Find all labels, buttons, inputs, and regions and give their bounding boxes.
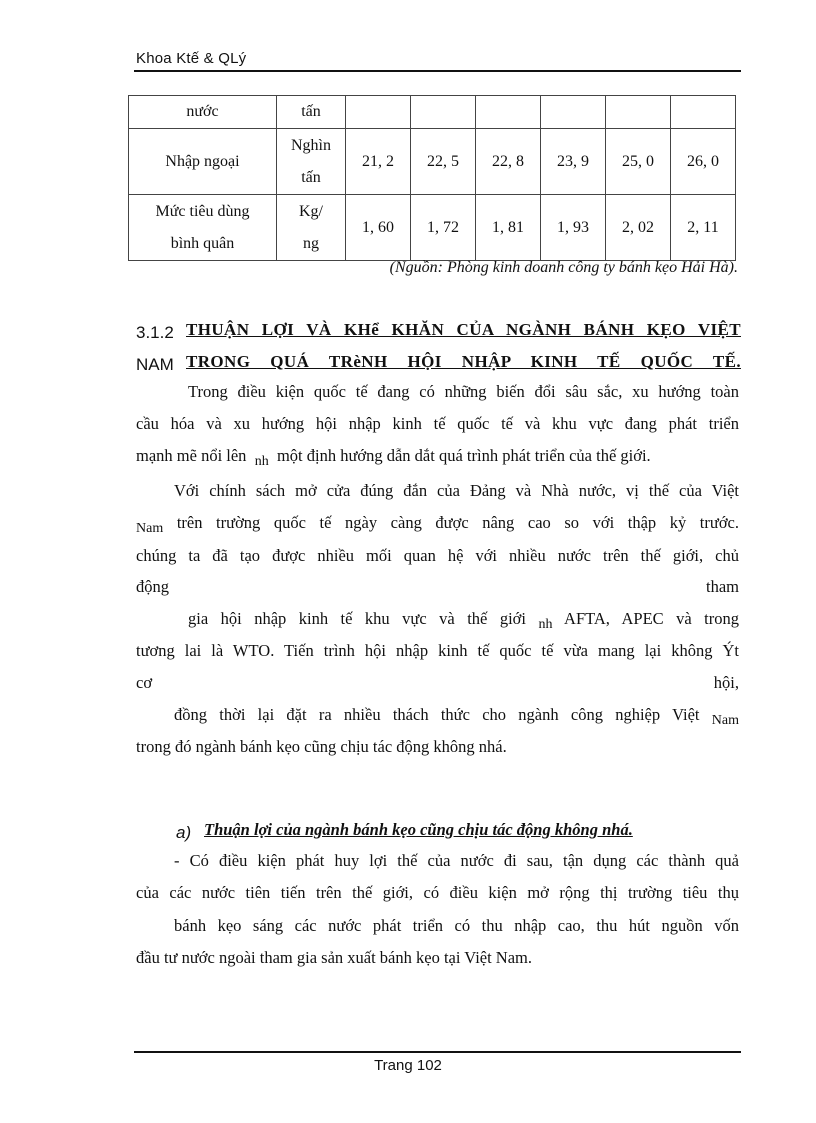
- paragraph-line: [174, 705, 739, 728]
- table-cell: [476, 96, 541, 129]
- paragraph-line: Với chính sách mở cửa đúng đắn của Đảng và Nhà nước, vị thế của Việt: [174, 481, 739, 500]
- table-cell: [411, 96, 476, 129]
- paragraph-line: [188, 609, 740, 632]
- table-cell-unit: [277, 96, 346, 129]
- table-cell: 26, 0: [671, 129, 736, 195]
- table-cell: 22, 5: [411, 129, 476, 195]
- paragraph-line: chúng ta đã tạo được nhiều mối quan hệ với nhiều nước trên thế giới, chủ: [136, 546, 739, 565]
- cell-text: Mức tiêu dùng: [155, 202, 250, 220]
- table-cell: 1, 72: [411, 195, 476, 261]
- table-row: [129, 96, 736, 129]
- text-run-subscript: Nam: [136, 521, 164, 536]
- cell-text: bình quân: [170, 234, 235, 252]
- page-number: Trang 102: [374, 1057, 442, 1074]
- table-cell: 21, 2: [346, 129, 411, 195]
- section-number-continuation: NAM: [136, 355, 174, 374]
- paragraph-line: cầu hóa và xu hướng hội nhập kinh tế quốc tế và khu vực đang phát triển: [136, 414, 739, 433]
- text-run: động: [136, 577, 169, 596]
- text-run: gia hội nhập kinh tế khu vực và thế giới: [188, 609, 526, 628]
- subsection-title: Thuận lợi của ngành bánh kẹo cũng chịu tác động không nhá.: [204, 820, 633, 839]
- text-run: trên trường quốc tế ngày càng được nâng cao so với thập kỷ trước.: [176, 513, 740, 532]
- paragraph-line: đầu tư nước ngoài tham gia sản xuất bánh kẹo tại Việt Nam.: [136, 948, 533, 967]
- cell-text: Kg/: [299, 202, 323, 220]
- cell-text: tấn: [301, 168, 321, 186]
- paragraph-line: của các nước tiên tiến trên thế giới, có điều kiện mở rộng thị trường tiêu thụ: [136, 883, 739, 902]
- text-run-subscript: nh: [538, 617, 553, 632]
- paragraph-line: [136, 446, 651, 469]
- cell-text: nước: [186, 103, 219, 120]
- footer-rule: [134, 1051, 741, 1053]
- page-header: Khoa Ktế & QLý: [136, 50, 247, 67]
- table-cell-label: [129, 96, 277, 129]
- cell-text: ng: [303, 234, 319, 252]
- cell-text: Nghìn: [291, 136, 331, 154]
- table-row: [129, 129, 736, 195]
- table-cell: 23, 9: [541, 129, 606, 195]
- paragraph-line: - Có điều kiện phát huy lợi thế của nước đi sau, tận dụng các thành quả: [174, 851, 739, 870]
- section-title-line-2: TRONG QUÁ TRèNH HỘI NHẬP KINH TẾ QUỐC TẾ.: [186, 352, 741, 371]
- table-cell-label: [129, 129, 277, 195]
- paragraph-line: trong đó ngành bánh kẹo cũng chịu tác động không nhá.: [136, 737, 507, 756]
- table-cell: 22, 8: [476, 129, 541, 195]
- paragraph-line: [136, 513, 740, 536]
- table-cell: 1, 93: [541, 195, 606, 261]
- table-cell-unit: [277, 129, 346, 195]
- table-cell: 25, 0: [606, 129, 671, 195]
- table-cell: [606, 96, 671, 129]
- text-run-subscript: nh: [254, 454, 269, 469]
- cell-text: Nhập ngoại: [165, 152, 240, 170]
- table-cell: 1, 81: [476, 195, 541, 261]
- paragraph-line: bánh kẹo sáng các nước phát triển có thu nhập cao, thu hút nguồn vốn: [174, 916, 739, 935]
- table-source-note: (Nguồn: Phòng kinh doanh công ty bánh kẹo Hải Hà).: [389, 259, 738, 276]
- text-run: hội,: [713, 673, 739, 692]
- table-cell: [671, 96, 736, 129]
- table-cell-unit: [277, 195, 346, 261]
- table-cell: [346, 96, 411, 129]
- paragraph-line: [136, 673, 739, 693]
- table-cell: 2, 11: [671, 195, 736, 261]
- paragraph-line: [136, 577, 739, 597]
- table-cell: 1, 60: [346, 195, 411, 261]
- table-row: [129, 195, 736, 261]
- text-run: tham: [706, 577, 739, 596]
- text-run: đồng thời lại đặt ra nhiều thách thức cho ngành công nghiệp Việt: [174, 705, 700, 724]
- table-cell-label: [129, 195, 277, 261]
- paragraph-line: Trong điều kiện quốc tế đang có những biến đổi sâu sắc, xu hướng toàn: [188, 382, 739, 401]
- table-cell: 2, 02: [606, 195, 671, 261]
- section-number: 3.1.2: [136, 323, 174, 342]
- subsection-marker: a): [176, 823, 192, 842]
- table-cell: [541, 96, 606, 129]
- text-run-subscript: Nam: [711, 713, 739, 728]
- paragraph-line: tương lai là WTO. Tiến trình hội nhập kinh tế quốc tế vừa mang lại không Ýt: [136, 641, 739, 660]
- text-run: một định hướng dẫn dắt quá trình phát triển của thế giới.: [276, 446, 651, 465]
- text-run: mạnh mẽ nổi lên: [136, 446, 247, 465]
- header-rule: [134, 70, 741, 72]
- consumption-table: [128, 95, 736, 261]
- text-run: AFTA, APEC và trong: [564, 609, 740, 628]
- text-run: cơ: [136, 673, 153, 692]
- cell-text: tấn: [301, 103, 321, 120]
- section-title-line-1: THUẬN LỢI VÀ KHể KHĂN CỦA NGÀNH BÁNH KẸO VIỆT: [186, 320, 741, 339]
